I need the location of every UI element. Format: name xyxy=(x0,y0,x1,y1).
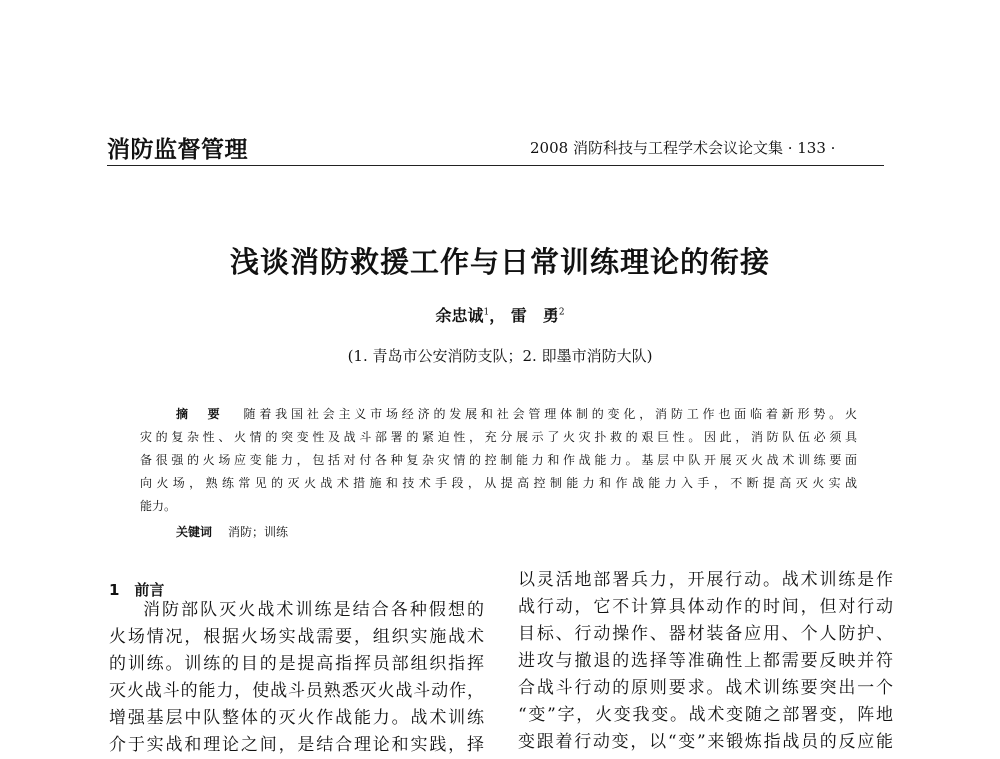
keywords-line xyxy=(176,523,288,540)
abstract-line: 能力。 xyxy=(140,499,177,513)
abstract-line: 向火场，熟练常见的灭火战术措施和技术手段，从提高控制能力和作战能力入手，不断提高灭火实战 xyxy=(140,476,857,490)
author-line xyxy=(0,303,1000,326)
abstract-line xyxy=(140,403,857,426)
keywords-label: 关键词 xyxy=(176,525,213,539)
section-heading: 1 前言 xyxy=(109,581,165,599)
author-name: 雷 勇 xyxy=(510,306,559,325)
running-header: 2008 消防科技与工程学术会议论文集 · 133 · xyxy=(530,139,836,157)
header-rule xyxy=(107,165,884,166)
body-line: 战行动，它不计算具体动作的时间，但对行动 xyxy=(518,597,893,617)
body-line: 的训练。训练的目的是提高指挥员部组织指挥 xyxy=(109,654,484,674)
abstract-line: 灾的复杂性、火情的突变性及战斗部署的紧迫性，充分展示了火灾扑救的艰巨性。因此，消防队伍必须具 xyxy=(140,430,857,444)
author-affiliation-mark: 2 xyxy=(558,307,565,318)
body-line: 介于实战和理论之间，是结合理论和实践，择 xyxy=(109,735,484,755)
author-name: 余忠诚 xyxy=(435,306,484,325)
right-column xyxy=(518,567,893,756)
left-column xyxy=(109,597,484,759)
body-line: “变”字，火变我变。战术变随之部署变，阵地 xyxy=(518,705,893,725)
abstract-text: 随着我国社会主义市场经济的发展和社会管理体制的变化，消防工作也面临着新形势。火 xyxy=(243,407,857,421)
body-line: 变跟着行动变，以“变”来锻炼指战员的反应能 xyxy=(518,732,893,752)
body-line: 灭火战斗的能力，使战斗员熟悉灭火战斗动作， xyxy=(109,681,484,701)
abstract-label: 摘 要 xyxy=(176,407,224,421)
body-line: 进攻与撤退的选择等准确性上都需要反映并符 xyxy=(518,651,893,671)
keywords-text: 消防；训练 xyxy=(228,525,289,539)
body-line: 火场情况，根据火场实战需要，组织实施战术 xyxy=(109,627,484,647)
author-separator: ， xyxy=(489,306,506,325)
abstract-line: 备很强的火场应变能力，包括对付各种复杂灾情的控制能力和作战能力。基层中队开展灭火战术训练要面 xyxy=(140,453,857,467)
body-line: 增强基层中队整体的灭火作战能力。战术训练 xyxy=(109,708,484,728)
body-line: 消防部队灭火战术训练是结合各种假想的 xyxy=(143,600,484,620)
author-affiliation-mark: 1 xyxy=(483,307,490,318)
body-line: 目标、行动操作、器材装备应用、个人防护、 xyxy=(518,624,893,644)
body-line: 以灵活地部署兵力，开展行动。战术训练是作 xyxy=(518,570,893,590)
section-label: 消防监督管理 xyxy=(107,137,248,163)
body-line: 合战斗行动的原则要求。战术训练要突出一个 xyxy=(518,678,893,698)
abstract-block xyxy=(140,403,857,518)
paper-title: 浅谈消防救援工作与日常训练理论的衔接 xyxy=(229,245,770,279)
affiliations: (1. 青岛市公安消防支队；2. 即墨市消防大队) xyxy=(347,347,653,365)
